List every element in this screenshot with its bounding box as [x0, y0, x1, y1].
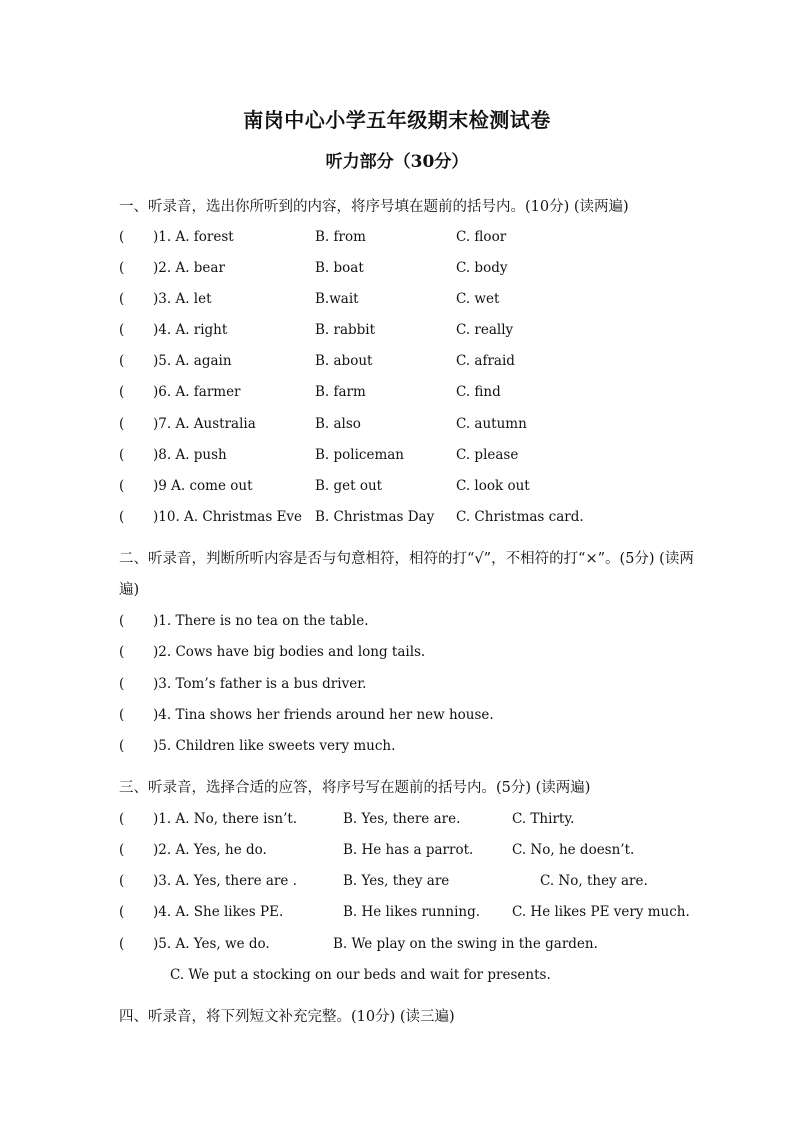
answer-paren: ( [119, 811, 125, 827]
option-c: C. autumn [456, 416, 527, 432]
answer-paren: ( [119, 322, 125, 338]
option-b: B. Christmas Day [315, 509, 435, 525]
answer-paren: ( [119, 478, 125, 494]
option-c: C. floor [456, 229, 507, 245]
option-b: B. He likes running. [343, 904, 481, 920]
option-c: C. Thirty. [512, 811, 575, 827]
option-b: B. Yes, there are. [343, 811, 461, 827]
answer-paren: ( [119, 936, 125, 952]
answer-paren: ( [119, 613, 125, 629]
option-a: )1. A. No, there isn’t. [153, 811, 298, 827]
section3-heading: 三、听录音，选择合适的应答，将序号写在题前的括号内。(5分) (读两遍) [119, 780, 591, 796]
option-b: B.wait [315, 291, 359, 307]
option-b: B. get out [315, 478, 383, 494]
option-c: C. please [456, 447, 519, 463]
option-b: B. boat [315, 260, 364, 276]
option-b: B. rabbit [315, 322, 376, 338]
option-c: C. Christmas card. [456, 509, 584, 525]
answer-paren: ( [119, 676, 125, 692]
option-b: B. He has a parrot. [343, 842, 474, 858]
option-c: C. We put a stocking on our beds and wait for presents. [170, 967, 551, 983]
answer-paren: ( [119, 416, 125, 432]
answer-paren: ( [119, 904, 125, 920]
option-a: )1. A. forest [153, 229, 234, 245]
option-c: C. He likes PE very much. [512, 904, 690, 920]
option-a: )4. A. She likes PE. [153, 904, 284, 920]
answer-paren: ( [119, 707, 125, 723]
statement: )4. Tina shows her friends around her new house. [153, 707, 494, 723]
option-c: C. look out [456, 478, 530, 494]
option-b: B. policeman [315, 447, 405, 463]
option-c: C. wet [456, 291, 500, 307]
answer-paren: ( [119, 384, 125, 400]
section4-heading: 四、听录音，将下列短文补充完整。(10分) (读三遍) [119, 1009, 455, 1025]
listening-part-subtitle: 听力部分（30分） [325, 152, 469, 172]
option-c: C. afraid [456, 353, 515, 369]
answer-paren: ( [119, 873, 125, 889]
section1-heading: 一、听录音，选出你所听到的内容，将序号填在题前的括号内。(10分) (读两遍) [119, 199, 629, 215]
option-a: )4. A. right [153, 322, 228, 338]
answer-paren: ( [119, 842, 125, 858]
option-a: )9 A. come out [153, 478, 253, 494]
option-c: C. really [456, 322, 514, 338]
option-a: )2. A. Yes, he do. [153, 842, 267, 858]
section2-heading: 二、听录音，判断所听内容是否与句意相符，相符的打“√”，不相符的打“×”。(5分) (读两 [119, 551, 694, 567]
answer-paren: ( [119, 229, 125, 245]
option-b: B. We play on the swing in the garden. [333, 936, 598, 952]
option-c: C. No, he doesn’t. [512, 842, 635, 858]
statement: )1. There is no tea on the table. [153, 613, 369, 629]
option-a: )7. A. Australia [153, 416, 256, 432]
option-a: )2. A. bear [153, 260, 225, 276]
option-a: )8. A. push [153, 447, 227, 463]
statement: )5. Children like sweets very much. [153, 738, 396, 754]
answer-paren: ( [119, 738, 125, 754]
option-c: C. body [456, 260, 508, 276]
option-b: B. Yes, they are [343, 873, 450, 889]
answer-paren: ( [119, 353, 125, 369]
answer-paren: ( [119, 447, 125, 463]
statement: )2. Cows have big bodies and long tails. [153, 644, 426, 660]
answer-paren: ( [119, 260, 125, 276]
option-b: B. also [315, 416, 361, 432]
option-a: )3. A. let [153, 291, 212, 307]
option-b: B. farm [315, 384, 366, 400]
answer-paren: ( [119, 291, 125, 307]
answer-paren: ( [119, 644, 125, 660]
option-b: B. from [315, 229, 366, 245]
exam-title: 南岗中心小学五年级期末检测试卷 [243, 108, 551, 132]
option-a: )10. A. Christmas Eve [153, 509, 303, 525]
answer-paren: ( [119, 509, 125, 525]
option-a: )5. A. again [153, 353, 232, 369]
section2-heading-cont: 遍) [119, 582, 140, 598]
option-c: C. No, they are. [540, 873, 648, 889]
option-c: C. find [456, 384, 501, 400]
option-a: )3. A. Yes, there are . [153, 873, 297, 889]
option-a: )6. A. farmer [153, 384, 241, 400]
statement: )3. Tom’s father is a bus driver. [153, 676, 367, 692]
option-a: )5. A. Yes, we do. [153, 936, 270, 952]
option-b: B. about [315, 353, 373, 369]
